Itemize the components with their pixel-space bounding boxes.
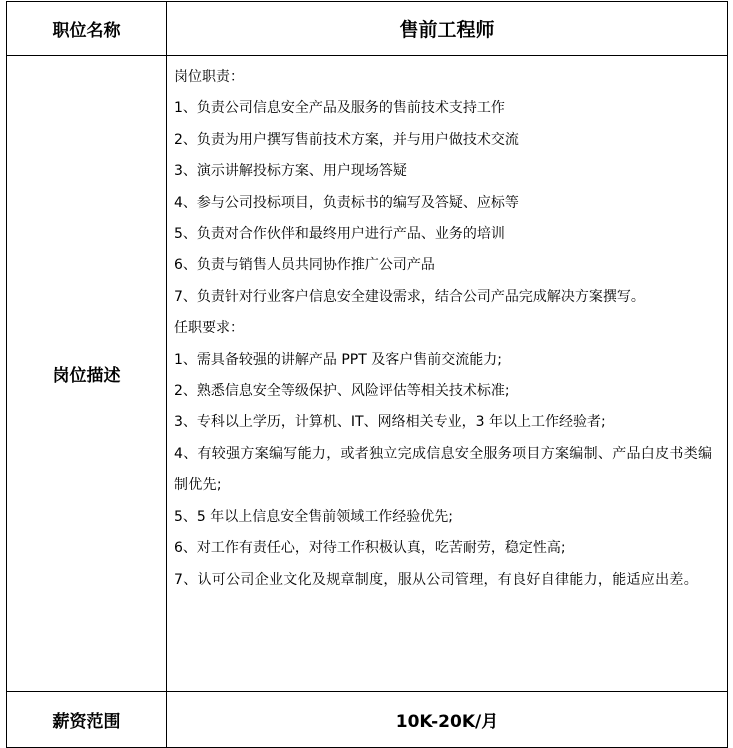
requirement-item: 5、5 年以上信息安全售前领域工作经验优先; xyxy=(174,508,453,525)
table-row xyxy=(7,2,728,56)
duty-item: 7、负责针对行业客户信息安全建设需求，结合公司产品完成解决方案撰写。 xyxy=(174,288,645,305)
requirement-item: 2、熟悉信息安全等级保护、风险评估等相关技术标准; xyxy=(174,383,510,400)
duties-heading: 岗位职责： xyxy=(174,69,244,85)
requirement-item: 4、有较强方案编写能力，或者独立完成信息安全服务项目方案编制、产品白皮书类编制优先; xyxy=(174,445,713,494)
table-row xyxy=(7,692,728,748)
table-row xyxy=(7,56,728,692)
duty-item: 5、负责对合作伙伴和最终用户进行产品、业务的培训 xyxy=(174,226,505,243)
duty-item: 4、参与公司投标项目，负责标书的编写及答疑、应标等 xyxy=(174,194,519,211)
job-posting-table xyxy=(6,1,728,748)
duty-item: 6、负责与销售人员共同协作推广公司产品 xyxy=(174,257,435,274)
job-description-label: 岗位描述 xyxy=(7,56,167,692)
position-name-value: 售前工程师 xyxy=(167,2,728,56)
requirements-heading: 任职要求： xyxy=(174,320,244,337)
duty-item: 1、负责公司信息安全产品及服务的售前技术支持工作 xyxy=(174,100,505,117)
salary-range-label: 薪资范围 xyxy=(7,692,167,748)
requirement-item: 7、认可公司企业文化及规章制度，服从公司管理，有良好自律能力，能适应出差。 xyxy=(174,571,699,588)
salary-range-value: 10K-20K/月 xyxy=(167,692,728,748)
job-description-content xyxy=(167,56,728,692)
duty-item: 3、演示讲解投标方案、用户现场答疑 xyxy=(174,163,407,180)
requirement-item: 1、需具备较强的讲解产品 PPT 及客户售前交流能力; xyxy=(174,351,502,368)
requirement-item: 3、专科以上学历，计算机、IT、网络相关专业，3 年以上工作经验者; xyxy=(174,414,606,431)
duty-item: 2、负责为用户撰写售前技术方案，并与用户做技术交流 xyxy=(174,131,519,148)
requirement-item: 6、对工作有责任心，对待工作积极认真，吃苦耐劳，稳定性高; xyxy=(174,540,566,557)
position-name-label: 职位名称 xyxy=(7,2,167,56)
